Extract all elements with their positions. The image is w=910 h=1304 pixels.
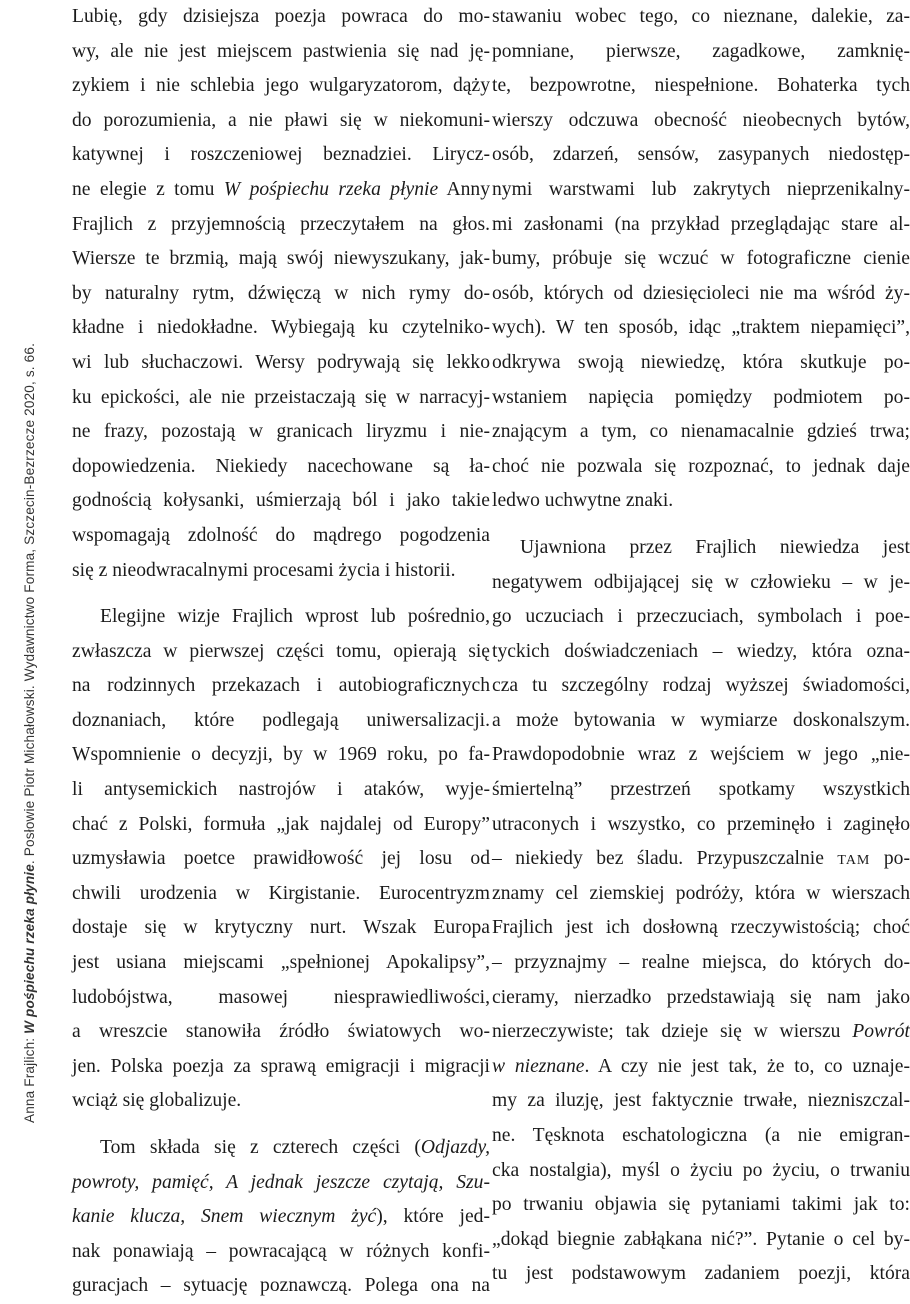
text-line: jest usiana miejscami „spełnionej Apokalipsy”, <box>72 952 490 974</box>
text-line: tyckich doświadczeniach – wiedzy, która ozna- <box>492 640 910 662</box>
text-line: ledwo uchwytne znaki. <box>492 490 674 512</box>
sidebar-author: Anna Frajlich: <box>22 1033 37 1123</box>
text-segment: Anny <box>438 178 491 200</box>
left-column <box>72 0 490 1304</box>
text-line: chać z Polski, formuła „jak najdalej od Europy” <box>72 813 490 835</box>
text-line: na rodzinnych przekazach i autobiograficznych <box>72 675 490 697</box>
text-line: a wreszcie stanowiła źródło światowych wo- <box>72 1021 490 1043</box>
text-line: wy, ale nie jest miejscem pastwienia się nad ję- <box>72 40 490 62</box>
text-line: ne. Tęsknota eschatologiczna (a nie emigran- <box>492 1125 910 1146</box>
text-line: wych). W ten sposób, idąc „traktem niepamięci”, <box>492 317 910 339</box>
emphasized-text: kanie klucza, Snem wiecznym żyć <box>72 1206 377 1228</box>
text-line: wciąż się globalizuje. <box>72 1090 242 1112</box>
text-line: się z nieodwracalnymi procesami życia i historii. <box>72 559 456 581</box>
text-line: Wspomnienie o decyzji, by w 1969 roku, po fa- <box>72 744 490 766</box>
text-line: Frajlich z przyjemnością przeczytałem na głos. <box>72 213 490 235</box>
text-line: stawaniu wobec tego, co nieznane, dalekie, za- <box>492 6 910 27</box>
text-line: katywnej i roszczeniowej beznadziei. Lirycz- <box>72 144 490 166</box>
emphasized-text: powroty, pamięć, A jednak jeszcze czytają, Szu- <box>72 1171 490 1193</box>
text-line: wi lub słuchaczowi. Wersy podrywają się lekko <box>72 351 490 373</box>
text-line: te, bezpowrotne, niespełnione. Bohaterka tych <box>492 75 910 97</box>
text-line: cieramy, nierzadko przedstawiają się nam jako <box>492 986 910 1008</box>
text-line: znamy cel ziemskiej podróży, która w wierszach <box>492 882 910 904</box>
emphasized-text: Odjazdy, <box>420 1137 490 1158</box>
text-line: nymi warstwami lub zakrytych nieprzenikalny- <box>492 178 910 200</box>
text-line: ludobójstwa, masowej niesprawiedliwości, <box>72 986 490 1008</box>
paragraph <box>492 0 910 519</box>
text-segment: po- <box>870 848 910 870</box>
text-segment: Tom składa się z czterech części ( <box>100 1137 421 1158</box>
text-line: pomniane, pierwsze, zagadkowe, zamknię- <box>492 40 910 62</box>
text-line: zwłaszcza w pierwszej części tomu, opierają się <box>72 640 490 662</box>
text-line: wierszy odczuwa obecność nieobecnych bytów, <box>492 109 910 131</box>
text-line: doznaniach, które podlegają uniwersalizacji. <box>72 709 490 731</box>
text-line: Lubię, gdy dzisiejsza poezja powraca do mo- <box>72 6 490 27</box>
text-line: utraconych i wszystko, co przeminęło i zaginęło <box>492 813 910 835</box>
text-line: wspomagają zdolność do mądrego pogodzenia <box>72 524 490 546</box>
text-line: negatywem odbijającej się w człowieku – w je- <box>492 571 910 593</box>
text-line <box>72 1131 490 1166</box>
text-line: uzmysławia poetce prawidłowość jej losu od <box>72 848 490 870</box>
text-segment: . A czy nie jest tak, że to, co uznaje- <box>584 1055 910 1077</box>
text-line: tu jest podstawowym zadaniem poezji, która <box>492 1263 910 1285</box>
text-line: Frajlich jest ich dosłowną rzeczywistością; choć <box>492 917 910 939</box>
text-line: by naturalny rytm, dźwięczą w nich rymy do- <box>72 282 490 304</box>
text-line: dopowiedzenia. Niekiedy nacechowane są ła- <box>72 455 490 477</box>
emphasized-text: w nieznane <box>492 1055 585 1077</box>
text-line: śmiertelną” przestrzeń spotkamy wszystkich <box>492 779 910 801</box>
paragraph <box>72 600 490 1119</box>
text-line: cza tu szczególny rodzaj wyższej świadomości, <box>492 675 910 697</box>
sidebar-publication-details: . Posłowie Piotr Michałowski. Wydawnictwo Forma, Szczecin-Bezrzecze 2020, s. 66. <box>22 342 37 865</box>
text-line <box>72 1166 490 1201</box>
text-line: nak ponawiają – powracającą w różnych konfi- <box>72 1240 490 1262</box>
text-segment: – niekiedy bez śladu. Przypuszczalnie <box>492 848 838 870</box>
text-line: go uczuciach i przeczuciach, symbolach i poe- <box>492 606 910 628</box>
text-line: znającym a tym, co nienamacalnie gdzieś trwa; <box>492 421 910 443</box>
text-segment: nierzeczywiste; tak dzieje się w wierszu <box>492 1021 853 1043</box>
text-line: – przyznajmy – realne miejsca, do których do- <box>492 952 910 974</box>
text-line: bumy, próbuje się wczuć w fotograficzne cienie <box>492 248 910 270</box>
text-line: ne frazy, pozostają w granicach liryzmu i nie- <box>72 421 490 443</box>
text-line: Ujawniona przez Frajlich niewiedza jest <box>520 536 910 558</box>
bibliographic-sidebar <box>0 0 40 1123</box>
emphasized-text: tam <box>837 848 871 870</box>
paragraph <box>72 1131 490 1304</box>
paragraph <box>492 531 910 1292</box>
text-line: li antysemickich nastrojów i ataków, wyje- <box>72 779 490 801</box>
text-segment: ne elegie z tomu <box>72 178 224 200</box>
text-line: guracjach – sytuację poznawczą. Polega ona na <box>72 1275 490 1297</box>
text-line: Elegijne wizje Frajlich wprost lub pośrednio, <box>100 606 490 628</box>
text-line: kładne i niedokładne. Wybiegają ku czytelniko- <box>72 317 490 339</box>
sidebar-book-title: W pośpiechu rzeka płynie <box>22 864 37 1034</box>
text-line: do porozumienia, a nie pławi się w niekomuni- <box>72 109 490 131</box>
text-line <box>492 842 910 877</box>
text-line: godnością kołysanki, uśmierzają ból i jako takie <box>72 490 490 512</box>
text-line: po trwaniu objawia się pytaniami takimi jak to: <box>492 1194 910 1216</box>
paragraph <box>72 0 490 588</box>
bibliographic-note <box>22 343 37 1123</box>
emphasized-text: Powrót <box>852 1021 910 1043</box>
text-line: mi zasłonami (na przykład przeglądając stare al- <box>492 213 910 235</box>
text-line: odkrywa swoją niewiedzę, która skutkuje po- <box>492 351 910 373</box>
text-line <box>492 1015 910 1050</box>
text-segment: ), które jed- <box>376 1206 490 1228</box>
right-column <box>492 0 910 1292</box>
emphasized-text: W pośpiechu rzeka płynie <box>223 178 439 200</box>
text-line <box>72 173 490 208</box>
text-line: wstaniem napięcia pomiędzy podmiotem po- <box>492 386 910 408</box>
text-line: Prawdopodobnie wraz z wejściem w jego „nie- <box>492 744 910 766</box>
text-line: a może bytowania w wymiarze doskonalszym. <box>492 709 910 731</box>
text-line: Wiersze te brzmią, mają swój niewyszukany, jak- <box>72 248 490 270</box>
text-line: zykiem i nie schlebia jego wulgaryzatorom, dąży <box>72 75 490 97</box>
text-line: choć nie pozwala się rozpoznać, to jednak daje <box>492 455 910 477</box>
text-line: chwili urodzenia w Kirgistanie. Eurocentryzm <box>72 882 490 904</box>
text-line: „dokąd biegnie zabłąkana nić?”. Pytanie o cel by- <box>492 1228 910 1250</box>
text-line: jen. Polska poezja za sprawą emigracji i migracji <box>72 1055 490 1077</box>
text-line: my za iluzję, jest faktycznie trwałe, niezniszczal- <box>492 1090 910 1112</box>
text-line: dostaje się w krytyczny nurt. Wszak Europa <box>72 917 490 939</box>
text-line: osób, których od dziesięcioleci nie ma wśród ży- <box>492 282 910 304</box>
text-line: osób, zdarzeń, sensów, zasypanych niedostęp- <box>492 144 910 166</box>
text-line <box>492 1050 910 1085</box>
text-line: ku epickości, ale nie przeistaczają się w narracyj- <box>72 386 490 408</box>
text-line: cka nostalgia), myśl o życiu po życiu, o trwaniu <box>492 1159 910 1181</box>
text-line <box>72 1200 490 1235</box>
